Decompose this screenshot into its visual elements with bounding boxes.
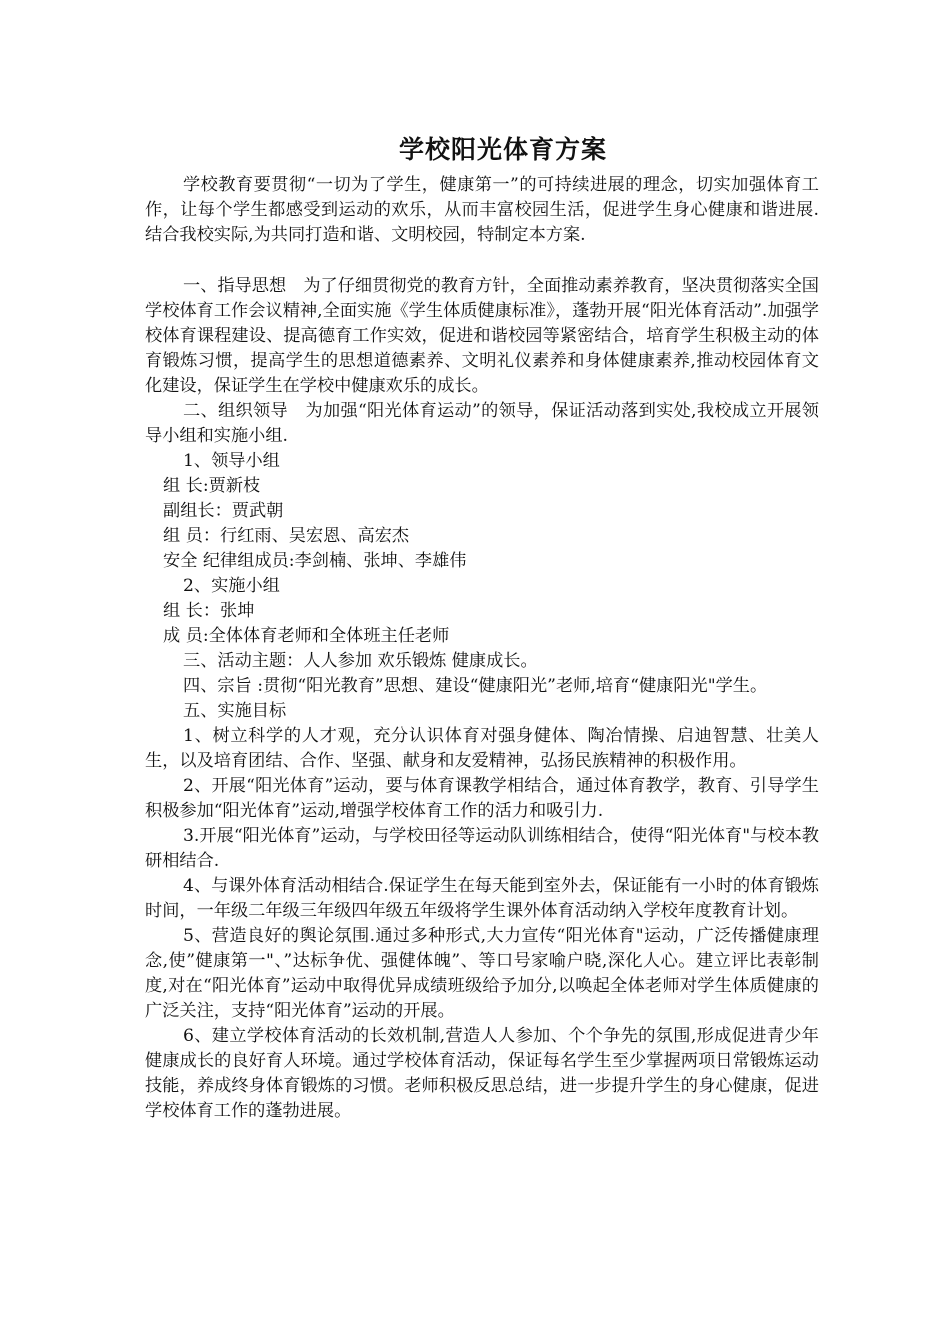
- paragraph-spacer: [145, 248, 819, 274]
- section-purpose: 四、宗旨 :贯彻“阳光教育”思想、建设“健康阳光”老师,培育“健康阳光"学生。: [183, 676, 768, 696]
- implementation-group-heading: 2、实施小组: [183, 576, 280, 596]
- intro-paragraph: 学校教育要贯彻“一切为了学生，健康第一”的可持续进展的理念，切实加强体育工作，让每个学生都感受到运动的欢乐，从而丰富校园生活，促进学生身心健康和谐进展.结合我校实际,为共同打造和谐、文明校园，特制定本方案.: [145, 175, 819, 245]
- leadership-group-heading: 1、领导小组: [183, 451, 280, 471]
- section-goals-heading: 五、实施目标: [183, 701, 287, 721]
- leadership-group-leader: 组 长:贾新枝: [163, 476, 261, 496]
- leadership-group-members: 组 员：行红雨、吴宏恩、高宏杰: [163, 526, 410, 546]
- goal-item: 6、建立学校体育活动的长效机制,营造人人参加、个个争先的氛围,形成促进青少年健康成长的良好育人环境。通过学校体育活动，保证每名学生至少掌握两项日常锻炼运动技能，养成终身体育锻炼的习惯。老师积极反思总结，进一步提升学生的身心健康，促进学校体育工作的蓬勃进展。: [145, 1026, 819, 1121]
- goal-item: 4、与课外体育活动相结合.保证学生在每天能到室外去，保证能有一小时的体育锻炼时间，一年级二年级三年级四年级五年级将学生课外体育活动纳入学校年度教育计划。: [145, 876, 819, 921]
- document-body: [145, 173, 819, 1124]
- section-organization: 二、组织领导 为加强“阳光体育运动”的领导，保证活动落到实处,我校成立开展领导小组和实施小组.: [145, 401, 819, 446]
- implementation-group-leader: 组 长：张坤: [163, 601, 255, 621]
- goal-item: 2、开展“阳光体育”运动，要与体育课教学相结合，通过体育教学，教育、引导学生积极参加“阳光体育”运动,增强学校体育工作的活力和吸引力.: [145, 776, 819, 821]
- goal-item: 1、树立科学的人才观，充分认识体育对强身健体、陶冶情操、启迪智慧、壮美人生，以及培育团结、合作、坚强、献身和友爱精神，弘扬民族精神的积极作用。: [145, 726, 819, 771]
- section-activity-theme: 三、活动主题：人人参加 欢乐锻炼 健康成长。: [183, 651, 538, 671]
- goal-item: 5、营造良好的舆论氛围.通过多种形式,大力宣传“阳光体育"运动，广泛传播健康理念,使”健康第一"、”达标争优、强健体魄”、等口号家喻户晓,深化人心。建立评比表彰制度,对在“阳光体育”运动中取得优异成绩班级给予加分,以唤起全体老师对学生体质健康的广泛关注，支持“阳光体育”运动的开展。: [145, 926, 819, 1021]
- goal-item: 3.开展“阳光体育”运动，与学校田径等运动队训练相结合，使得“阳光体育"与校本教研相结合.: [145, 826, 819, 871]
- safety-group-members: 安全 纪律组成员:李剑楠、张坤、李雄伟: [163, 551, 467, 571]
- leadership-group-deputy: 副组长：贾武朝: [163, 501, 284, 521]
- section-guiding-ideology: 一、指导思想 为了仔细贯彻党的教育方针，全面推动素养教育，坚决贯彻落实全国学校体育工作会议精神,全面实施《学生体质健康标准》，蓬勃开展“阳光体育活动”.加强学校体育课程建设、提高德育工作实效，促进和谐校园等紧密结合，培育学生积极主动的体育锻炼习惯，提高学生的思想道德素养、文明礼仪素养和身体健康素养,推动校园体育文化建设，保证学生在学校中健康欢乐的成长。: [145, 276, 819, 396]
- implementation-group-members: 成 员:全体体育老师和全体班主任老师: [163, 626, 450, 646]
- document-title: 学校阳光体育方案: [398, 135, 607, 164]
